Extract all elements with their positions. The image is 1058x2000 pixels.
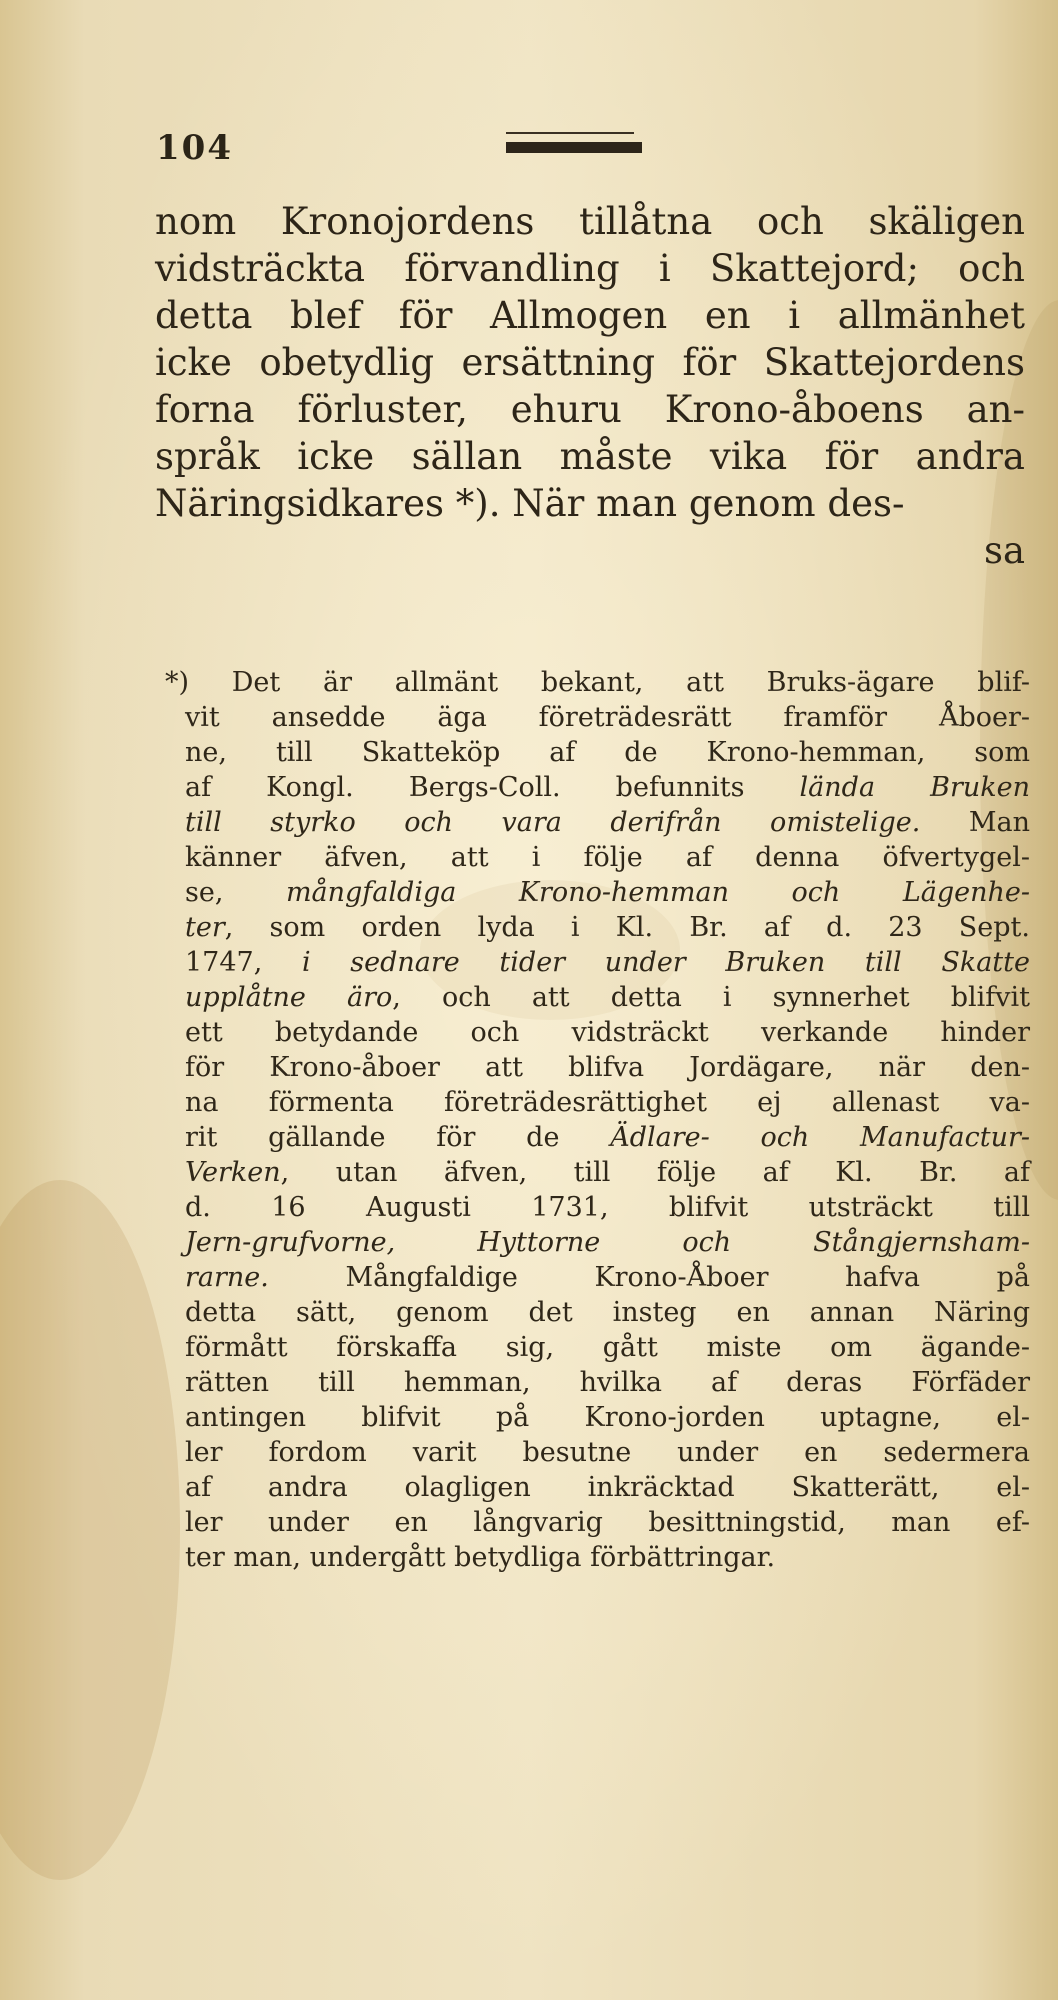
italic-span: mångfaldiga Krono-hemman och Lägenhe-: [285, 877, 1030, 908]
text-span: Mångfaldige Krono-Åboer hafva på: [268, 1262, 1030, 1293]
text-span: *) Det är allmänt bekant, att Bruks-ägare blif-: [165, 667, 1030, 698]
text-span: d. 16 Augusti 1731, blifvit utsträckt till: [185, 1192, 1030, 1223]
footnote: [165, 665, 1031, 1575]
footnote-line: [185, 735, 1030, 770]
footnote-line: [185, 1330, 1030, 1365]
footnote-line: [185, 1120, 1030, 1155]
footnote-line: [185, 1225, 1030, 1260]
footnote-line: [185, 1505, 1030, 1540]
italic-span: upplåtne äro: [185, 982, 393, 1013]
italic-span: rarne.: [185, 1262, 269, 1293]
footnote-line: [185, 1015, 1030, 1050]
footnote-line: [185, 1050, 1030, 1085]
text-span: förmått förskaffa sig, gått miste om ägande-: [185, 1332, 1030, 1363]
text-span: , som orden lyda i Kl. Br. af d. 23 Sept.: [224, 912, 1030, 943]
footnote-line: [185, 1470, 1030, 1505]
text-span: känner äfven, att i följe af denna öfvertygel-: [185, 842, 1030, 873]
text-span: för Krono-åboer att blifva Jordägare, när den-: [185, 1052, 1030, 1083]
text-span: , utan äfven, till följe af Kl. Br. af: [280, 1157, 1030, 1188]
page-number: 104: [156, 128, 233, 168]
text-span: ler fordom varit besutne under en sedermera: [185, 1437, 1030, 1468]
text-line: språk icke sällan måste vika för andra: [155, 435, 1025, 478]
italic-span: Jern-grufvorne, Hyttorne och Stångjernsham-: [185, 1227, 1030, 1258]
footnote-line: [185, 1260, 1030, 1295]
text-span: Man: [920, 807, 1030, 838]
footnote-line: [185, 1295, 1030, 1330]
header-rule: [506, 142, 642, 153]
text-span: detta sätt, genom det insteg en annan Näring: [185, 1297, 1030, 1328]
text-span: ter man, undergått betydliga förbättringar.: [185, 1542, 776, 1573]
italic-span: ter: [185, 912, 225, 943]
italic-span: i sednare tider under Bruken till Skatte: [301, 947, 1030, 978]
footnote-line: [185, 1400, 1030, 1435]
text-span: af Kongl. Bergs-Coll. befunnits: [185, 772, 800, 803]
text-span: rit gällande för de: [185, 1122, 611, 1153]
text-span: vit ansedde äga företrädesrätt framför Åboer-: [185, 702, 1030, 733]
footnote-line: [185, 1540, 1030, 1575]
italic-span: Verken: [185, 1157, 281, 1188]
text-span: rätten till hemman, hvilka af deras Förfäder: [185, 1367, 1030, 1398]
text-span: ett betydande och vidsträckt verkande hinder: [185, 1017, 1030, 1048]
footnote-line: [185, 980, 1030, 1015]
main-text: [155, 198, 1025, 574]
text-span: ler under en långvarig besittningstid, man ef-: [185, 1507, 1030, 1538]
italic-span: lända Bruken: [799, 772, 1030, 803]
footnote-line: [185, 875, 1030, 910]
text-line: forna förluster, ehuru Krono-åboens an-: [155, 388, 1025, 431]
footnote-line: [185, 1365, 1030, 1400]
page-header: [148, 128, 648, 168]
text-line: detta blef för Allmogen en i allmänhet: [155, 294, 1025, 337]
text-span: , och att detta i synnerhet blifvit: [392, 982, 1031, 1013]
text-span: ne, till Skatteköp af de Krono-hemman, som: [185, 737, 1030, 768]
footnote-line: [185, 1155, 1030, 1190]
footnote-line: [185, 910, 1030, 945]
footnote-line: [185, 770, 1030, 805]
footnote-line: [185, 840, 1030, 875]
footnote-line: [185, 1435, 1030, 1470]
footnote-line: [185, 945, 1030, 980]
paper-stain: [0, 1180, 180, 1880]
header-rule: [506, 132, 634, 134]
catchword: sa: [983, 529, 1025, 572]
text-line: icke obetydlig ersättning för Skattejordens: [155, 341, 1025, 384]
footnote-line: [185, 700, 1030, 735]
text-span: na förmenta företrädesrättighet ej allenast va-: [185, 1087, 1030, 1118]
text-line: vidsträckta förvandling i Skattejord; och: [155, 247, 1025, 290]
text-span: 1747,: [185, 947, 302, 978]
italic-span: Ädlare- och Manufactur-: [610, 1122, 1030, 1153]
footnote-line: [185, 805, 1030, 840]
footnote-line: [185, 1190, 1030, 1225]
footnote-line: [185, 1085, 1030, 1120]
footnote-line: [165, 665, 1030, 700]
text-span: antingen blifvit på Krono-jorden uptagne, el-: [185, 1402, 1030, 1433]
text-span: se,: [185, 877, 286, 908]
text-line: nom Kronojordens tillåtna och skäligen: [155, 200, 1025, 243]
text-line: Näringsidkares *). När man genom des-: [155, 482, 905, 525]
text-span: af andra olagligen inkräcktad Skatterätt, el-: [185, 1472, 1030, 1503]
italic-span: till styrko och vara derifrån omistelige.: [185, 807, 921, 838]
